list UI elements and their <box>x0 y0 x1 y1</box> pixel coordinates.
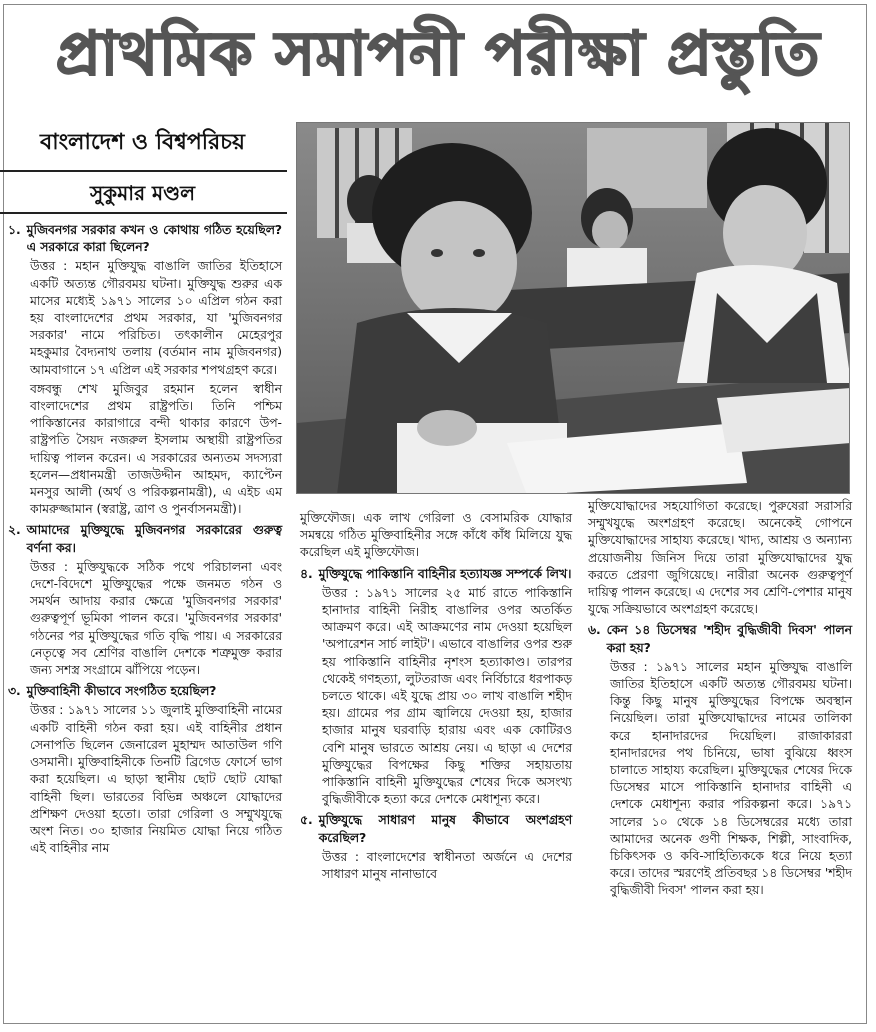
answer-3-continued: মুক্তিফৌজ। এক লাখ গেরিলা ও বেসামরিক যোদ্ধার সমন্বয়ে গঠিত মুক্তিবাহিনীর সঙ্গে কাঁধে কাঁধ মিলিয়ে যুদ্ধ করেছিল এই মুক্তিফৌজ। <box>300 511 572 560</box>
question-2 <box>8 522 282 556</box>
question-number: ৬. <box>588 623 601 638</box>
question-number: ১. <box>8 223 21 237</box>
answer-1-continued: বঙ্গবন্ধু শেখ মুজিবুর রহমান হলেন স্বাধীন বাংলাদেশের প্রথম রাষ্ট্রপতি। তিনি পশ্চিম পাকিস্তানের কারাগারে বন্দী থাকার কারণে উপ-রাষ্ট্রপতি সৈয়দ নজরুল ইসলাম অস্থায়ী রাষ্ট্রপতির দায়িত্ব পালন করেন। এ সরকারের অন্যতম সদস্যরা হলেন—প্রধানমন্ত্রী তাজউদ্দীন আহমদ, ক্যাপ্টেন মনসুর আলী (অর্থ ও পরিকল্পনামন্ত্রী), এ এইচ এম কামরুজ্জামান (স্বরাষ্ট্র, ত্রাণ ও পুনর্বাসনমন্ত্রী)। <box>30 381 282 517</box>
divider-rule <box>0 170 287 172</box>
answer-1: উত্তর : মহান মুক্তিযুদ্ধ বাঙালি জাতির ইতিহাসে একটি অত্যন্ত গৌরবময় ঘটনা। মুক্তিযুদ্ধ শুরুর এক মাসের মধ্যেই ১৯৭১ সালের ১০ এপ্রিল গঠন করা হয় বাংলাদেশের প্রথম সরকার, যা 'মুজিবনগর সরকার' নামে পরিচিত। তৎকালীন মেহেরপুর মহকুমার বৈদ্যনাথ তলায় (বর্তমান নাম মুজিবনগর) আমবাগানে ১৭ এপ্রিল এই সরকার শপথগ্রহণ করে। <box>30 259 282 377</box>
question-5 <box>300 812 572 846</box>
question-3 <box>8 683 282 700</box>
question-6 <box>588 622 852 656</box>
question-text: মুজিবনগর সরকার কখন ও কোথায় গঠিত হয়েছিল? এ সরকারে কারা ছিলেন? <box>26 223 282 255</box>
question-number: ২. <box>8 523 21 538</box>
divider-rule <box>0 212 287 214</box>
column-2 <box>300 510 572 887</box>
answer-5-continued: মুক্তিযোদ্ধাদের সহযোগিতা করেছে। পুরুষেরা সরাসরি সম্মুখযুদ্ধে অংশগ্রহণ করেছে। অনেকেই গোপনে মুক্তিযোদ্ধাদের সাহায্য করেছে। খাদ্য, আশ্রয় ও অন্যান্য প্রয়োজনীয় জিনিস দিয়ে তারা মুক্তিযোদ্ধাদের যুদ্ধ করতে প্রেরণা জুগিয়েছে। নারীরা অনেক গুরুত্বপূর্ণ দায়িত্ব পালন করেছে। এ দেশের সব শ্রেণি-পেশার মানুষ যুদ্ধে সক্রিয়ভাবে অংশগ্রহণ করেছে। <box>588 499 852 617</box>
question-number: ৫. <box>300 813 313 828</box>
author-name: সুকুমার মণ্ডল <box>89 181 196 205</box>
headline: প্রাথমিক সমাপনী পরীক্ষা প্রস্তুতি <box>55 19 821 89</box>
students-photo <box>296 122 850 494</box>
section-title: বাংলাদেশ ও বিশ্বপরিচয় <box>39 130 246 155</box>
question-text: আমাদের মুক্তিযুদ্ধে মুজিবনগর সরকারের গুরুত্ব বর্ণনা কর। <box>26 523 282 555</box>
question-number: ৪. <box>300 566 313 581</box>
answer-4: উত্তর : ১৯৭১ সালের ২৫ মার্চ রাতে পাকিস্তানি হানাদার বাহিনী নিরীহ বাঙালির ওপর অতর্কিত আক্রমণ করে। এই আক্রমণের নাম দেওয়া হয়েছিল 'অপারেশন সার্চ লাইট'। এভাবে বাঙালির ওপর শুরু হয় পাকিস্তানি বাহিনীর নৃশংস হত্যাকাণ্ড। তারপর থেকেই গণহত্যা, লুটতরাজ এবং নির্বিচারে ধরপাকড় চলতে থাকে। এই যুদ্ধে প্রায় ৩০ লাখ বাঙালি শহীদ হয়। গ্রামের পর গ্রাম জ্বালিয়ে দেওয়া হয়, হাজার হাজার মানুষ ঘরবাড়ি হারায় এবং এক কোটিরও বেশি মানুষ ভারতে আশ্রয় নেয়। এ ছাড়া এ দেশের মুক্তিযুদ্ধের বিপক্ষের কিছু শক্তির সহায়তায় পাকিস্তানি বাহিনী মুক্তিযুদ্ধের শেষের দিকে অসংখ্য বুদ্ধিজীবীকে হত্যা করে দেশকে মেধাশূন্য করে। <box>322 585 572 807</box>
question-1 <box>8 222 282 256</box>
answer-5: উত্তর : বাংলাদেশের স্বাধীনতা অর্জনে এ দেশের সাধারণ মানুষ নানাভাবে <box>322 849 572 882</box>
question-text: কেন ১৪ ডিসেম্বর 'শহীদ বুদ্ধিজীবী দিবস' পালন করা হয়? <box>606 623 852 655</box>
question-text: মুক্তিযুদ্ধে সাধারণ মানুষ কীভাবে অংশগ্রহণ করেছিল? <box>318 813 572 845</box>
question-text: মুক্তিযুদ্ধে পাকিস্তানি বাহিনীর হত্যাযজ্ঞ সম্পর্কে লিখ। <box>318 566 572 581</box>
answer-3: উত্তর : ১৯৭১ সালের ১১ জুলাই মুক্তিবাহিনী নামের একটি বাহিনী গঠন করা হয়। এই বাহিনীর প্রধান সেনাপতি ছিলেন জেনারেল মুহাম্মদ আতাউল গণি ওসমানী। মুক্তিবাহিনীকে তিনটি ব্রিগেড ফোর্সে ভাগ করা হয়েছিল। এ ছাড়া স্থানীয় ছোট ছোট যোদ্ধা বাহিনী ছিল। ভারতের বিভিন্ন অঞ্চলে যোদ্ধাদের প্রশিক্ষণ দেওয়া হতো। তারা গেরিলা ও সম্মুখযুদ্ধে অংশ নিত। ৩০ হাজার নিয়মিত যোদ্ধা নিয়ে গঠিত এই বাহিনীর নাম <box>30 703 282 856</box>
column-3 <box>588 498 852 904</box>
question-number: ৩. <box>8 684 21 699</box>
question-4 <box>300 566 572 583</box>
students-photo-image <box>297 123 850 494</box>
column-1 <box>8 222 282 861</box>
question-text: মুক্তিবাহিনী কীভাবে সংগঠিত হয়েছিল? <box>26 684 217 699</box>
answer-2: উত্তর : মুক্তিযুদ্ধকে সঠিক পথে পরিচালনা এবং দেশে-বিদেশে মুক্তিযুদ্ধের পক্ষে জনমত গঠন ও সমর্থন আদায় করার ক্ষেত্রে 'মুজিবনগর সরকার' গুরুত্বপূর্ণ ভূমিকা পালন করে। 'মুজিবনগর সরকার' গঠনের পর মুক্তিযুদ্ধের গতি বৃদ্ধি পায়। এ সরকারের নেতৃত্বে সব শ্রেণির বাঙালি দেশকে শত্রুমুক্ত করার জন্য সশস্ত্র সংগ্রামে ঝাঁপিয়ে পড়েন। <box>30 559 282 678</box>
answer-6: উত্তর : ১৯৭১ সালের মহান মুক্তিযুদ্ধ বাঙালি জাতির ইতিহাসে একটি অত্যন্ত গৌরবময় ঘটনা। কিন্তু কিছু মানুষ মুক্তিযুদ্ধের বিপক্ষে অবস্থান নিয়েছিল। তারা মুক্তিযোদ্ধাদের নামের তালিকা করে হানাদারদের দিয়েছিল। রাজাকাররা হানাদারদের পথ চিনিয়ে, ভাষা বুঝিয়ে ধ্বংস চালাতে সাহায্য করেছিল। মুক্তিযুদ্ধের শেষের দিকে ডিসেম্বর মাসে পাকিস্তানি হানাদার বাহিনী এ দেশকে মেধাশূন্য করার পরিকল্পনা করে। ১৯৭১ সালের ১০ থেকে ১৪ ডিসেম্বরের মধ্যে তারা আমাদের অনেক গুণী শিক্ষক, শিল্পী, সাংবাদিক, চিকিৎসক ও কবি-সাহিত্যিককে ধরে নিয়ে হত্যা করে। তাদের স্মরণেই প্রতিবছর ১৪ ডিসেম্বর 'শহীদ বুদ্ধিজীবী দিবস' পালন করা হয়। <box>610 659 852 898</box>
